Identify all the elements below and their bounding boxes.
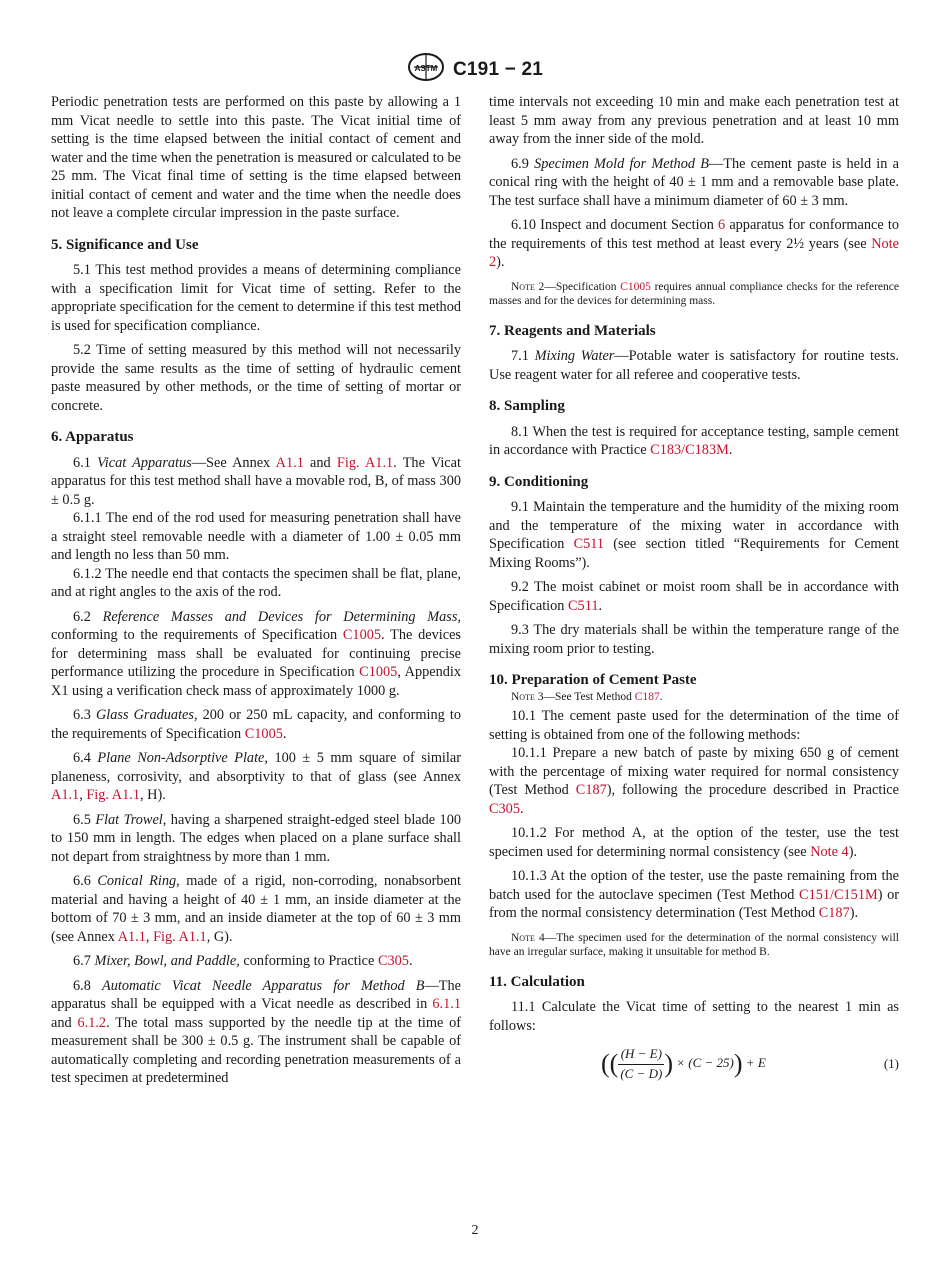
ref-link[interactable]: C1005 (244, 725, 283, 742)
para-6-2: 6.2 Reference Masses and Devices for Determining Mass, conforming to the requirements of Specification C1005. The devices for determining mass shall be evaluated for continuing precise performance utilizing the procedure in Specification C1005, Appendix X1 using a verification check mass of approximately 1000 g. (51, 608, 462, 699)
ref-link[interactable]: C1005 (342, 627, 382, 643)
para-9-3: 9.3 The dry materials shall be within the temperature range of the mixing room prior to testing. (489, 622, 899, 657)
para-10-1-2: 10.1.2 For method A, at the option of the tester, use the test specimen used for determining normal consistency (see Note 4). (489, 825, 899, 860)
right-column (489, 93, 899, 1083)
para-6-3: 6.3 Glass Graduates, 200 or 250 mL capacity, and conforming to the requirements of Specification C1005. (51, 707, 461, 742)
ref-link[interactable]: A1.1 (51, 787, 80, 803)
para-9-2: 9.2 The moist cabinet or moist room shall be in accordance with Specification C511. (489, 579, 899, 614)
para-8-1: 8.1 When the test is required for acceptance testing, sample cement in accordance with Practice C183/C183M. (489, 423, 899, 458)
equation-number: (1) (883, 1056, 899, 1071)
ref-link[interactable]: C1005 (359, 664, 398, 680)
continued-paragraph: time intervals not exceeding 10 min and make each penetration test at least 5 mm away from any previous penetration and at least 10 mm away from the inner side of the mold. (489, 94, 899, 147)
ref-link[interactable]: C511 (573, 536, 605, 552)
note-4: Note 4—The specimen used for the determination of the normal consistency will have an irregular surface, making it unsuitable for method B. (489, 931, 900, 958)
para-6-1-1: 6.1.1 The end of the rod used for measuring penetration shall have a straight steel removable needle with a diameter of 1.00 ± 0.05 mm and length no less than 50 mm. (51, 510, 461, 563)
ref-link[interactable]: Note 2 (489, 235, 899, 270)
para-6-8: 6.8 Automatic Vicat Needle Apparatus for Method B—The apparatus shall be equipped with a Vicat needle as described in 6.1.1 and 6.1.2. The total mass supported by the needle tip at the time of measurement shall be 300 ± 0.5 g. The instrument shall be capable of automatically completing and recording penetration measurements of a test specimen at predetermined (51, 977, 462, 1086)
ref-link[interactable]: 6 (718, 217, 726, 233)
section-9-heading: 9. Conditioning (489, 473, 589, 490)
ref-link[interactable]: A1.1 (117, 928, 146, 945)
ref-link[interactable]: C305 (489, 800, 520, 817)
para-9-1: 9.1 Maintain the temperature and the humidity of the mixing room and the temperature of the mixing water in accordance with Specification C511 (see section titled “Requirements for Cement Mixing Rooms”). (489, 499, 899, 571)
section-10-heading: 10. Preparation of Cement Paste (489, 672, 697, 688)
section-5-heading: 5. Significance and Use (51, 236, 199, 253)
para-6-9: 6.9 Specimen Mold for Method B—The cement paste is held in a conical ring with the height of 40 ± 1 mm and a removable base plate. The test surface shall have a minimum diameter of 60 ± 3 mm. (489, 155, 899, 209)
para-6-10: 6.10 Inspect and document Section 6 apparatus for conformance to the requirements of this test method at least every 2½ years (see Note 2). (489, 217, 899, 270)
note-3: Note 3—See Test Method C187. (511, 690, 663, 703)
para-6-1: 6.1 Vicat Apparatus—See Annex A1.1 and Fig. A1.1. The Vicat apparatus for this test method shall have a movable rod, B, of mass 300 ± 0.5 g. (51, 454, 461, 508)
ref-link[interactable]: Note 4 (810, 843, 849, 860)
section-8-heading: 8. Sampling (489, 398, 565, 414)
para-11-1: 11.1 Calculate the Vicat time of setting to the nearest 1 min as follows: (489, 999, 899, 1034)
para-6-4: 6.4 Plane Non-Adsorptive Plate, 100 ± 5 mm square of similar planeness, corrosivity, and absorptivity to that of glass (see Annex A1.1, Fig. A1.1, H). (51, 750, 461, 803)
ref-link[interactable]: 6.1.2 (77, 1014, 107, 1031)
ref-link[interactable]: C183/C183M (650, 442, 729, 458)
ref-link[interactable]: C187 (575, 782, 607, 798)
intro-paragraph: Periodic penetration tests are performed on this paste by allowing a 1 mm Vicat needle to settle into this paste. The Vicat initial time of setting is the time elapsed between the initial contact of cement and water and the time when the penetration is measured or calculated to be 25 mm. The Vicat final time of setting is the time elapsed between initial contact of cement and water and the time when the needle does not leave a complete circular impression in the paste surface. (51, 94, 461, 221)
ref-link[interactable]: C1005 (620, 280, 651, 293)
ref-link[interactable]: C511 (568, 597, 599, 614)
left-column (51, 93, 461, 1094)
para-5-1: 5.1 This test method provides a means of determining compliance with a specification limit for Vicat time of setting. Refer to the appropriate specification for the cement to determine if this test method is used for specification compliance. (51, 262, 461, 334)
astm-logo-icon (407, 52, 445, 87)
section-11-heading: 11. Calculation (489, 973, 585, 990)
para-6-5: 6.5 Flat Trowel, having a sharpened straight-edged steel blade 100 to 150 mm in length. The edges when placed on a plane surface shall not depart from straightness by more than 1 mm. (51, 811, 462, 865)
para-5-2: 5.2 Time of setting measured by this method will not necessarily provide the same results as the time of setting of hydraulic cement paste measured by other methods, or the time of setting of mortar or concrete. (51, 342, 461, 414)
para-6-7: 6.7 Mixer, Bowl, and Paddle, conforming to Practice C305. (73, 953, 413, 969)
ref-link[interactable]: A1.1 (275, 454, 304, 471)
page-number: 2 (471, 1223, 479, 1238)
standard-designation: C191 − 21 (452, 58, 543, 80)
section-7-heading: 7. Reagents and Materials (489, 322, 656, 339)
para-10-1: 10.1 The cement paste used for the determination of the time of setting is obtained from one of the following methods: (489, 708, 899, 743)
ref-link[interactable]: 6.1.1 (432, 996, 461, 1012)
para-10-1-3: 10.1.3 At the option of the tester, use the paste remaining from the batch used for the autoclave specimen (Test Method C151/C151M) or from the normal consistency determination (Test Method C187). (489, 868, 899, 921)
para-6-1-2: 6.1.2 The needle end that contacts the specimen shall be flat, plane, and at right angles to the axis of the rod. (51, 565, 461, 600)
ref-link[interactable]: C305 (377, 953, 409, 969)
ref-link[interactable]: C187 (634, 690, 660, 703)
page-header (0, 52, 950, 87)
section-6-heading: 6. Apparatus (51, 429, 134, 445)
ref-link[interactable]: Fig. A1.1 (336, 454, 394, 471)
para-10-1-1: 10.1.1 Prepare a new batch of paste by mixing 650 g of cement with the percentage of mixing water required for normal consistency (Test Method C187), following the procedure described in Practice C305. (489, 745, 899, 817)
ref-link[interactable]: Fig. A1.1 (86, 787, 140, 803)
equation-1: (( $\frac{(H - E)}{(C - D)}$ ) × (C − 25)) + E (1) (601, 1046, 899, 1081)
ref-link[interactable]: Fig. A1.1 (153, 928, 207, 945)
svg-text:ASTM: ASTM (414, 64, 438, 73)
note-2: Note 2—Specification C1005 requires annual compliance checks for the reference masses and for the devices for determining mass. (489, 280, 899, 307)
ref-link[interactable]: C187 (818, 905, 850, 921)
ref-link[interactable]: C151/C151M (799, 886, 878, 903)
para-6-6: 6.6 Conical Ring, made of a rigid, non-corroding, nonabsorbent material and having a height of 40 ± 1 mm, an inside diameter at the bottom of 70 ± 3 mm, and an inside diameter at the top of 60 ± 3 mm (see Annex A1.1, Fig. A1.1, G). (51, 873, 461, 945)
para-7-1: 7.1 Mixing Water—Potable water is satisfactory for routine tests. Use reagent water for all referee and cooperative tests. (489, 348, 899, 383)
